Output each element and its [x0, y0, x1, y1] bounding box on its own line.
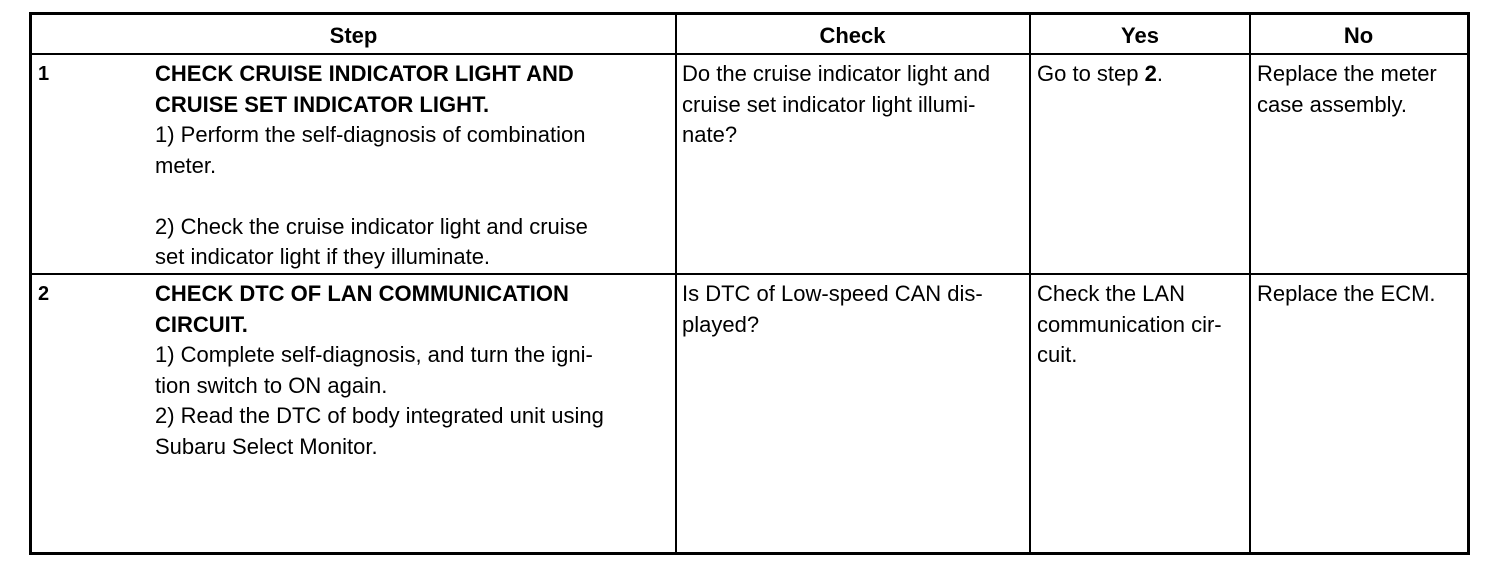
- column-divider: [1029, 15, 1031, 552]
- check-text: Is DTC of Low-speed CAN dis-: [682, 281, 983, 306]
- check-cell: [682, 279, 1027, 340]
- header-check: Check: [675, 15, 1030, 55]
- no-cell: [1257, 279, 1467, 310]
- step-title-line: CIRCUIT.: [155, 311, 248, 337]
- check-text: Do the cruise indicator light and: [682, 61, 991, 86]
- step-title: [155, 279, 670, 340]
- no-text: case assembly.: [1257, 91, 1407, 117]
- step-cell: [155, 59, 670, 273]
- step-title-line: CHECK DTC OF LAN COMMUNICATION: [155, 281, 569, 306]
- yes-text: Check the LAN: [1037, 281, 1185, 306]
- yes-cell: [1037, 279, 1247, 371]
- column-divider: [1249, 15, 1251, 552]
- diagnostic-table: [29, 12, 1470, 555]
- no-cell: [1257, 59, 1467, 120]
- step-number: 2: [38, 283, 50, 305]
- step-instruction: meter.: [155, 152, 217, 178]
- step-instruction: Subaru Select Monitor.: [155, 433, 378, 459]
- yes-text: Go to step: [1037, 61, 1145, 86]
- step-number: 1: [38, 63, 50, 85]
- step-instruction: set indicator light if they illuminate.: [155, 244, 491, 269]
- step-title-line: CHECK CRUISE INDICATOR LIGHT AND: [155, 61, 574, 86]
- step-instruction: 2) Read the DTC of body integrated unit using: [155, 403, 604, 428]
- step-instruction: tion switch to ON again.: [155, 372, 388, 398]
- yes-text: cuit.: [1037, 342, 1078, 367]
- header-yes: Yes: [1030, 15, 1250, 55]
- yes-cell: [1037, 59, 1247, 90]
- check-text: cruise set indicator light illumi-: [682, 91, 976, 117]
- yes-step-link: 2: [1144, 61, 1157, 86]
- check-cell: [682, 59, 1027, 151]
- step-title-line: CRUISE SET INDICATOR LIGHT.: [155, 91, 490, 117]
- yes-text: .: [1156, 61, 1163, 86]
- check-text: played?: [682, 311, 760, 337]
- header-no: No: [1250, 15, 1467, 55]
- step-instruction: 1) Perform the self-diagnosis of combination: [155, 122, 586, 147]
- no-text: Replace the ECM.: [1257, 281, 1436, 306]
- row-divider: [32, 273, 1467, 275]
- no-text: Replace the meter: [1257, 61, 1437, 86]
- step-instruction: 1) Complete self-diagnosis, and turn the igni-: [155, 342, 593, 367]
- check-text: nate?: [682, 122, 738, 147]
- step-title: [155, 59, 670, 120]
- column-divider: [675, 15, 677, 552]
- step-cell: [155, 279, 670, 462]
- step-instruction: 2) Check the cruise indicator light and cruise: [155, 213, 588, 239]
- header-step: Step: [32, 15, 675, 55]
- yes-text: communication cir-: [1037, 311, 1222, 337]
